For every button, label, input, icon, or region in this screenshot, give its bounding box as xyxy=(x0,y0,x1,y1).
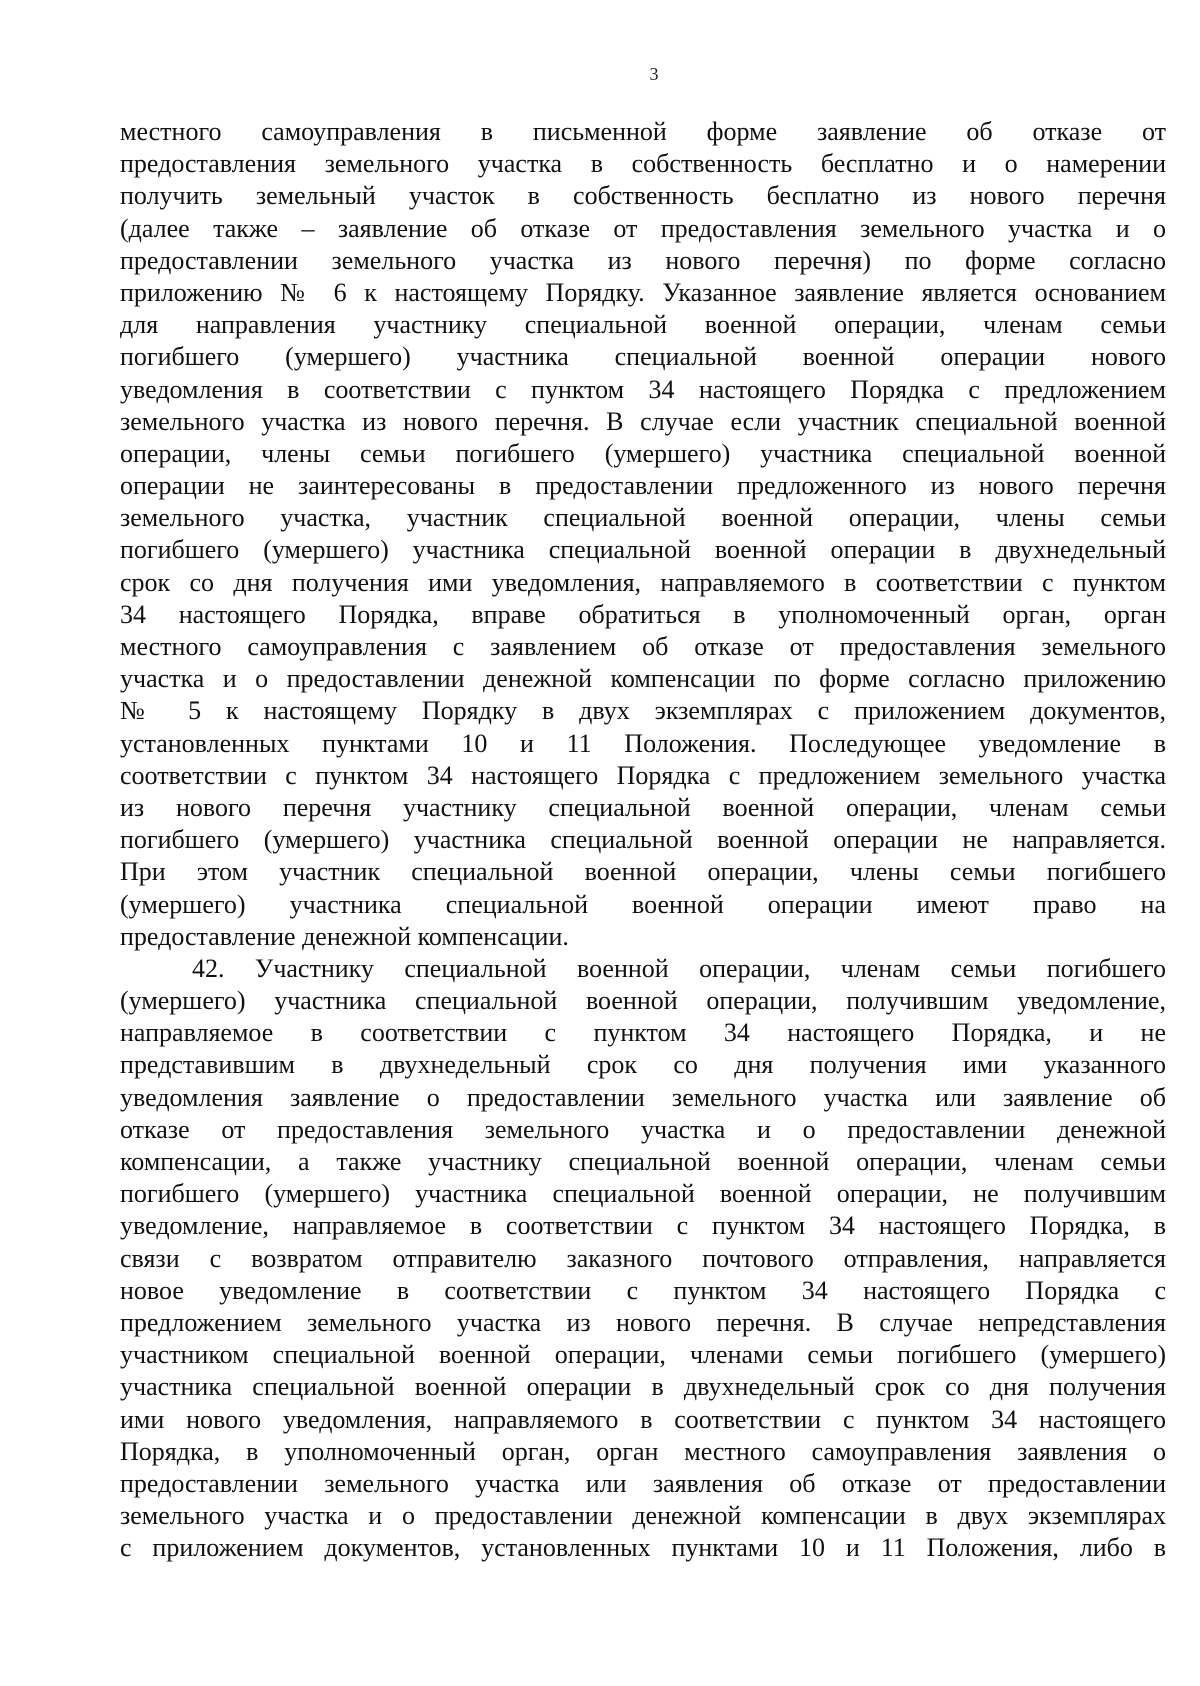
text-line: представившим в двухнедельный срок со дня получения ими указанного xyxy=(120,1050,1166,1080)
text-line: уведомление, направляемое в соответствии с пунктом 34 настоящего Порядка, в xyxy=(120,1211,1166,1241)
text-line: из нового перечня участнику специальной военной операции, членам семьи xyxy=(120,792,1166,822)
text-line: отказе от предоставления земельного участка и о предоставлении денежной xyxy=(120,1114,1166,1144)
paragraph-end-line: предоставление денежной компенсации. xyxy=(120,921,569,951)
text-line: (умершего) участника специальной военной операции имеют право на xyxy=(120,889,1166,919)
text-line: уведомления в соответствии с пунктом 34 настоящего Порядка с предложением xyxy=(120,374,1166,404)
text-line: участка и о предоставлении денежной компенсации по форме согласно приложению xyxy=(120,664,1166,694)
text-line: предоставлении земельного участка из нового перечня) по форме согласно xyxy=(120,245,1166,275)
text-line: (далее также – заявление об отказе от предоставления земельного участка и о xyxy=(120,213,1166,243)
text-line: № 5 к настоящему Порядку в двух экземплярах с приложением документов, xyxy=(120,696,1166,726)
text-line: для направления участнику специальной военной операции, членам семьи xyxy=(120,310,1166,340)
text-line: компенсации, а также участнику специальной военной операции, членам семьи xyxy=(120,1147,1166,1176)
text-line: земельного участка, участник специальной военной операции, члены семьи xyxy=(120,503,1166,533)
text-line: операции не заинтересованы в предоставлении предложенного из нового перечня xyxy=(120,471,1166,501)
text-line: участником специальной военной операции, членами семьи погибшего (умершего) xyxy=(120,1340,1166,1370)
text-line: срок со дня получения ими уведомления, направляемого в соответствии с пунктом xyxy=(120,567,1166,597)
text-line: предоставлении земельного участка или заявления об отказе от предоставлении xyxy=(120,1468,1166,1498)
text-line: предложением земельного участка из нового перечня. В случае непредставления xyxy=(120,1307,1166,1337)
text-line: погибшего (умершего) участника специальной военной операции в двухнедельный xyxy=(120,535,1166,565)
text-line: связи с возвратом отправителю заказного почтового отправления, направляется xyxy=(120,1243,1166,1273)
text-line: 34 настоящего Порядка, вправе обратиться в уполномоченный орган, орган xyxy=(120,599,1166,629)
text-line: погибшего (умершего) участника специальной военной операции, не получившим xyxy=(120,1179,1166,1209)
text-line: уведомления заявление о предоставлении земельного участка или заявление об xyxy=(120,1082,1166,1112)
text-line: направляемое в соответствии с пунктом 34 настоящего Порядка, и не xyxy=(120,1018,1166,1048)
text-line: приложению № 6 к настоящему Порядку. Указанное заявление является основанием xyxy=(120,277,1166,307)
text-line: установленных пунктами 10 и 11 Положения. Последующее уведомление в xyxy=(120,728,1166,758)
text-line: местного самоуправления в письменной форме заявление об отказе от xyxy=(120,117,1166,146)
text-line: земельного участка из нового перечня. В случае если участник специальной военной xyxy=(120,406,1166,436)
text-line: земельного участка и о предоставлении денежной компенсации в двух экземплярах xyxy=(120,1501,1166,1531)
text-line: получить земельный участок в собственность бесплатно из нового перечня xyxy=(120,181,1166,211)
text-line: соответствии с пунктом 34 настоящего Порядка с предложением земельного участка xyxy=(120,760,1166,790)
text-line: с приложением документов, установленных пунктами 10 и 11 Положения, либо в xyxy=(120,1533,1166,1563)
text-line: (умершего) участника специальной военной операции, получившим уведомление, xyxy=(120,986,1166,1016)
text-line: предоставления земельного участка в собственность бесплатно и о намерении xyxy=(120,149,1166,179)
text-line: ими нового уведомления, направляемого в соответствии с пунктом 34 настоящего xyxy=(120,1404,1166,1434)
paragraph-start-line: 42. Участнику специальной военной операции, членам семьи погибшего xyxy=(192,953,1166,983)
text-line: местного самоуправления с заявлением об отказе от предоставления земельного xyxy=(120,632,1166,661)
text-line: операции, члены семьи погибшего (умершего) участника специальной военной xyxy=(120,438,1166,468)
text-line: погибшего (умершего) участника специальной военной операции не направляется. xyxy=(120,825,1166,855)
text-line: Порядка, в уполномоченный орган, орган местного самоуправления заявления о xyxy=(120,1436,1166,1466)
text-line: новое уведомление в соответствии с пунктом 34 настоящего Порядка с xyxy=(120,1275,1166,1305)
text-line: участника специальной военной операции в двухнедельный срок со дня получения xyxy=(120,1372,1166,1402)
text-line: погибшего (умершего) участника специальной военной операции нового xyxy=(120,342,1166,372)
page-number: 3 xyxy=(649,64,659,84)
text-line: При этом участник специальной военной операции, члены семьи погибшего xyxy=(120,857,1166,887)
document-body xyxy=(120,116,1166,1564)
